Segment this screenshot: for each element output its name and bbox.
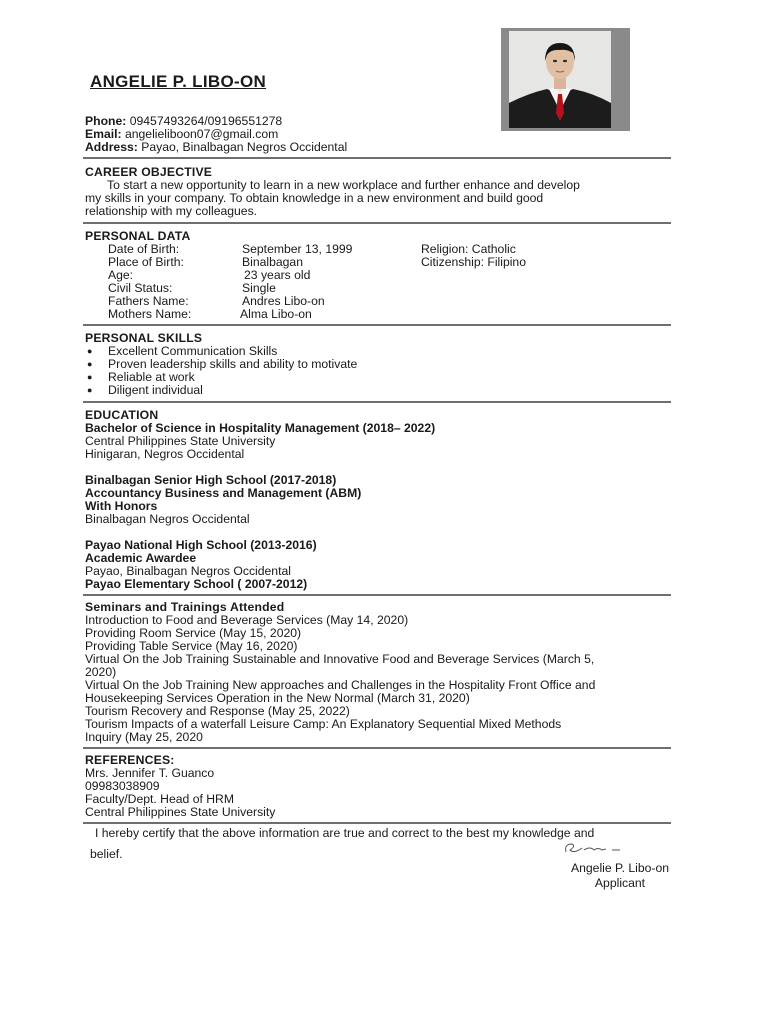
field-extra: Religion: Catholic [421, 242, 516, 256]
references-heading: REFERENCES: [85, 753, 175, 767]
reference-position: Faculty/Dept. Head of HRM [85, 792, 235, 806]
education-heading: EDUCATION [85, 408, 159, 422]
divider [83, 157, 671, 159]
college-school: Central Philippines State University [85, 434, 276, 448]
seminar-line: Housekeeping Services Operation in the New Normal (March 31, 2020) [85, 691, 470, 705]
reference-school: Central Philippines State University [85, 805, 276, 819]
seminar-line: Providing Table Service (May 16, 2020) [85, 639, 298, 653]
seminars-heading: Seminars and Trainings Attended [85, 600, 285, 614]
personal-data-heading: PERSONAL DATA [85, 229, 191, 243]
applicant-name: ANGELIE P. LIBO-ON [90, 72, 267, 91]
signature-image [560, 838, 630, 860]
college-degree: Bachelor of Science in Hospitality Management (2018– 2022) [85, 421, 436, 435]
field-value: September 13, 1999 [242, 242, 353, 256]
field-label: Date of Birth: [108, 242, 180, 256]
divider [83, 222, 671, 224]
email-label: Email: [85, 127, 122, 141]
skill-text: Reliable at work [108, 370, 195, 384]
field-value: Andres Libo-on [242, 294, 325, 308]
career-objective-section [85, 166, 671, 218]
profile-photo [501, 28, 630, 131]
signer-role: Applicant [594, 876, 646, 890]
seminar-line: Inquiry (May 25, 2020 [85, 730, 203, 744]
signer-name: Angelie P. Libo-on [570, 861, 670, 875]
seminar-line: Tourism Impacts of a waterfall Leisure Camp: An Explanatory Sequential Mixed Methods [85, 717, 562, 731]
field-label: Civil Status: [108, 281, 173, 295]
personal-data-row [85, 256, 671, 269]
education-section [85, 409, 671, 591]
career-objective-heading: CAREER OBJECTIVE [85, 165, 213, 179]
divider [83, 401, 671, 403]
career-objective-line: my skills in your company. To obtain knowledge in a new environment and build good [85, 191, 544, 205]
field-value: Single [242, 281, 276, 295]
bullet-icon: ● [87, 372, 93, 382]
certification-line: I hereby certify that the above information are true and correct to the best my knowledge and [95, 826, 595, 840]
seminar-line: Virtual On the Job Training New approaches and Challenges in the Hospitality Front Office and [85, 678, 596, 692]
email-value: angelieliboon07@gmail.com [124, 127, 279, 141]
bullet-icon: ● [87, 385, 93, 395]
shs-strand: Accountancy Business and Management (ABM) [85, 486, 362, 500]
certification-line: belief. [90, 847, 123, 861]
seminar-line: Introduction to Food and Beverage Services (May 14, 2020) [85, 613, 409, 627]
career-objective-line: To start a new opportunity to learn in a new workplace and further enhance and develop [107, 178, 580, 192]
phone-label: Phone: [85, 114, 127, 128]
seminars-section [85, 601, 671, 744]
address-line [85, 141, 347, 154]
phone-value: 09457493264/09196551278 [129, 114, 283, 128]
skill-text: Proven leadership skills and ability to motivate [108, 357, 358, 371]
field-label: Age: [108, 268, 134, 282]
contact-block [85, 115, 347, 154]
reference-phone: 09983038909 [85, 779, 160, 793]
portrait-image [509, 31, 611, 128]
field-value: Binalbagan [242, 255, 303, 269]
field-extra: Citizenship: Filipino [421, 255, 526, 269]
address-label: Address: [85, 140, 138, 154]
hs-school: Payao National High School (2013-2016) [85, 538, 317, 552]
seminar-line: Virtual On the Job Training Sustainable and Innovative Food and Beverage Services (March 5, [85, 652, 595, 666]
seminar-line: Tourism Recovery and Response (May 25, 2022) [85, 704, 350, 718]
career-objective-line: relationship with my colleagues. [85, 204, 258, 218]
field-value: 23 years old [244, 268, 311, 282]
divider [83, 594, 671, 596]
shs-place: Binalbagan Negros Occidental [85, 512, 250, 526]
skill-text: Diligent individual [108, 383, 203, 397]
hs-place: Payao, Binalbagan Negros Occidental [85, 564, 291, 578]
seminar-line: Providing Room Service (May 15, 2020) [85, 626, 302, 640]
skill-item [85, 384, 671, 397]
shs-school: Binalbagan Senior High School (2017-2018) [85, 473, 337, 487]
personal-data-section [85, 230, 671, 321]
address-value: Payao, Binalbagan Negros Occidental [141, 140, 348, 154]
seminar-line: 2020) [85, 665, 117, 679]
shs-honor: With Honors [85, 499, 158, 513]
references-section [85, 754, 671, 819]
divider [83, 822, 671, 824]
elementary-school: Payao Elementary School ( 2007-2012) [85, 577, 308, 591]
bullet-icon: ● [87, 359, 93, 369]
field-label: Fathers Name: [108, 294, 189, 308]
reference-name: Mrs. Jennifer T. Guanco [85, 766, 215, 780]
field-label: Mothers Name: [108, 307, 192, 321]
college-place: Hinigaran, Negros Occidental [85, 447, 245, 461]
personal-data-row [85, 269, 671, 282]
personal-skills-section [85, 332, 671, 397]
field-label: Place of Birth: [108, 255, 184, 269]
divider [83, 747, 671, 749]
divider [83, 324, 671, 326]
bullet-icon: ● [87, 346, 93, 356]
field-value: Alma Libo-on [240, 307, 312, 321]
personal-skills-heading: PERSONAL SKILLS [85, 331, 203, 345]
signature-block [560, 862, 680, 890]
personal-data-row [85, 308, 671, 321]
hs-award: Academic Awardee [85, 551, 197, 565]
skill-text: Excellent Communication Skills [108, 344, 278, 358]
